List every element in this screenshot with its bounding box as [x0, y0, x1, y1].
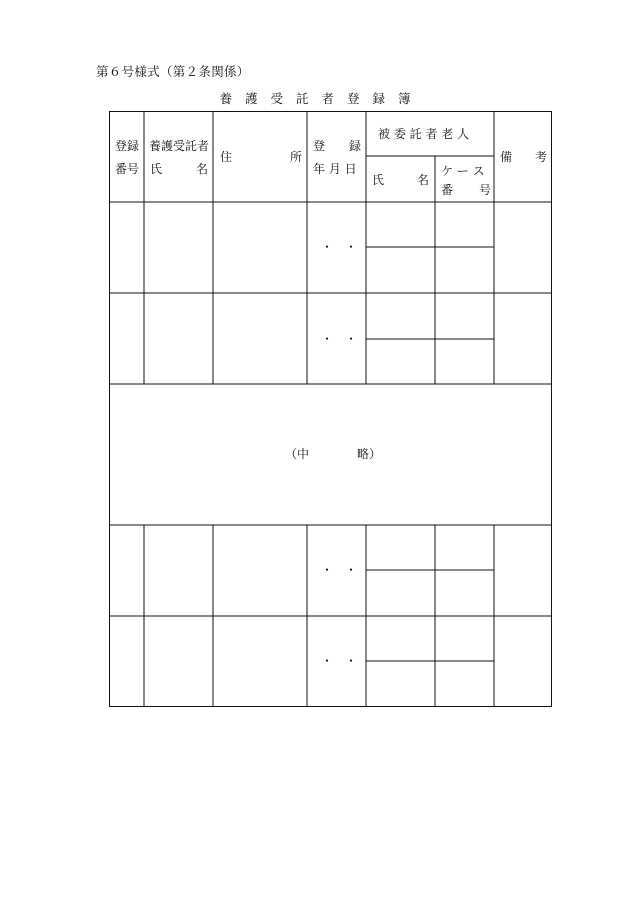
header-date-line2: 年 月 日 — [313, 162, 357, 176]
header-case-no-b: 号 — [479, 183, 492, 197]
header-elder-name-b: 名 — [417, 173, 430, 187]
header-remarks-a: 備 — [500, 150, 513, 164]
header-trustee-name-b: 名 — [196, 162, 209, 176]
header-elder-name-a: 氏 — [372, 173, 385, 187]
omitted-notice-start: （中 — [285, 447, 310, 461]
header-remarks-b: 考 — [535, 150, 548, 164]
header-reg-no-line2: 番号 — [115, 162, 140, 176]
header-trustee-name-a: 氏 — [150, 162, 163, 176]
date-placeholder-row1: ・ ・ — [321, 240, 358, 254]
header-case-line1: ケ ー ス — [441, 164, 485, 178]
table-frame — [110, 112, 552, 707]
date-placeholder-row4: ・ ・ — [321, 654, 358, 668]
header-date-b: 録 — [349, 139, 362, 153]
table-grid — [109, 111, 552, 707]
omitted-notice-end: 略） — [357, 447, 382, 461]
form-number: 第６号様式（第２条関係） — [96, 64, 250, 79]
header-case-no-a: 番 — [441, 183, 454, 197]
header-address-b: 所 — [290, 150, 303, 164]
page-title: 養護受託者登録簿 — [219, 91, 424, 106]
header-date-a: 登 — [313, 139, 326, 153]
header-trustee-line1: 養護受託者 — [149, 139, 210, 153]
header-address-a: 住 — [220, 150, 233, 164]
date-placeholder-row2: ・ ・ — [321, 332, 358, 346]
registry-table — [109, 111, 552, 707]
header-entrusted-elder: 被 委 託 者 老 人 — [378, 127, 470, 141]
date-placeholder-row3: ・ ・ — [321, 563, 358, 577]
header-reg-no-line1: 登録 — [115, 139, 140, 153]
